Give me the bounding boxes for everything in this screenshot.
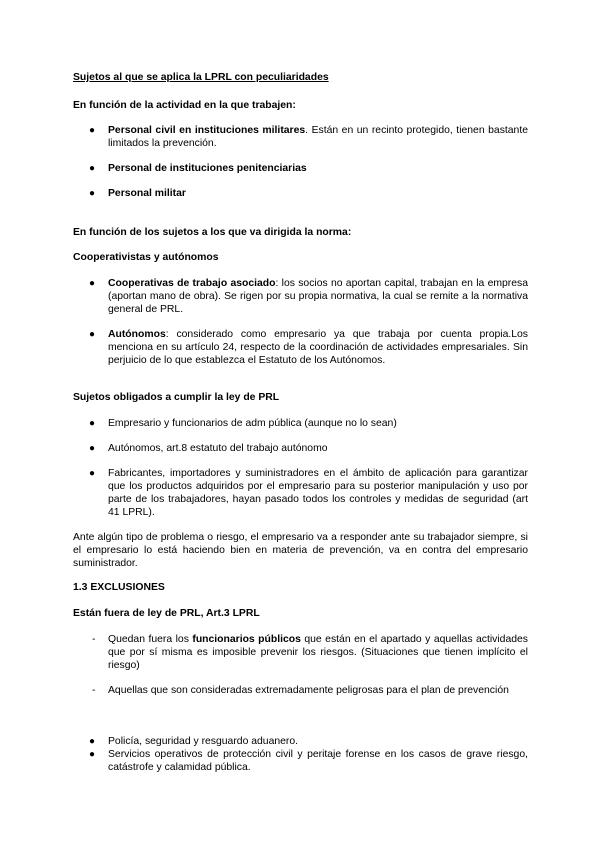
dash-marker: - (92, 685, 96, 696)
dash-list-item: Aquellas que son consideradas extremadamente peligrosas para el plan de prevención (108, 685, 509, 696)
subheading-sujetos-obligados: Sujetos obligados a cumplir la ley de PRL (73, 392, 280, 403)
bullet-icon: ● (89, 749, 96, 760)
list-item: Policía, seguridad y resguardo aduanero. (108, 736, 299, 747)
dash-marker: - (92, 634, 96, 645)
bullet-icon: ● (89, 188, 96, 199)
subheading-cooperativistas: Cooperativistas y autónomos (73, 252, 219, 263)
list-item: Personal militar (108, 188, 186, 199)
list-item: Personal civil en instituciones militares. Están en un recinto protegido, tienen bastante limitados la prevención. (108, 125, 529, 149)
bullet-icon: ● (89, 468, 96, 479)
list-item: Personal de instituciones penitenciarias (108, 163, 307, 174)
heading-sujetos-peculiaridades: Sujetos al que se aplica la LPRL con peculiaridades (73, 72, 329, 83)
bullet-icon: ● (89, 736, 96, 747)
bullet-icon: ● (89, 125, 96, 136)
list-item: Autónomos, art.8 estatuto del trabajo autónomo (108, 443, 328, 454)
list-item: Autónomos: considerado como empresario ya que trabaja por cuenta propia.Los menciona en su artículo 24, respecto de la coordinación de actividades empresariales. Sin perjuicio de lo que establezca el Estatuto de los Autónomos. (108, 329, 528, 366)
list-item: Fabricantes, importadores y suministradores en el ámbito de aplicación para garantizar que los productos adquiridos por el empresario para su posterior manipulación y uso por parte de los trabajadores, hayan pasado todos los controles y medidas de seguridad (art 41 LPRL). (108, 468, 528, 518)
dash-list-item: Quedan fuera los funcionarios públicos que están en el apartado y aquellas actividades que por sí misma es imposible prevenir los riesgos. (Situaciones que tienen implícito el riesgo) (108, 634, 528, 671)
bullet-icon: ● (89, 443, 96, 454)
list-item: Empresario y funcionarios de adm pública (aunque no lo sean) (108, 418, 397, 429)
section-title-exclusiones: 1.3 EXCLUSIONES (73, 582, 165, 593)
list-item: Servicios operativos de protección civil y peritaje forense en los casos de grave riesgo, catástrofe y calamidad pública. (108, 749, 528, 773)
subheading-fuera-ley: Están fuera de ley de PRL, Art.3 LPRL (73, 608, 260, 619)
paragraph-responsabilidad: Ante algún tipo de problema o riesgo, el empresario va a responder ante su trabajador siempre, si el empresario lo está haciendo bien en materia de prevención, va en contra del empresario suministrador. (73, 532, 528, 569)
subheading-sujetos-norma: En función de los sujetos a los que va dirigida la norma: (73, 227, 352, 238)
subheading-actividad: En función de la actividad en la que trabajen: (73, 100, 296, 111)
bullet-icon: ● (89, 278, 96, 289)
list-item: Cooperativas de trabajo asociado: los socios no aportan capital, trabajan en la empresa (aportan mano de obra). Se rigen por su propia normativa, la cual se remite a la normativa general de PRL. (108, 278, 528, 315)
bullet-icon: ● (89, 329, 96, 340)
bullet-icon: ● (89, 418, 96, 429)
bullet-icon: ● (89, 163, 96, 174)
